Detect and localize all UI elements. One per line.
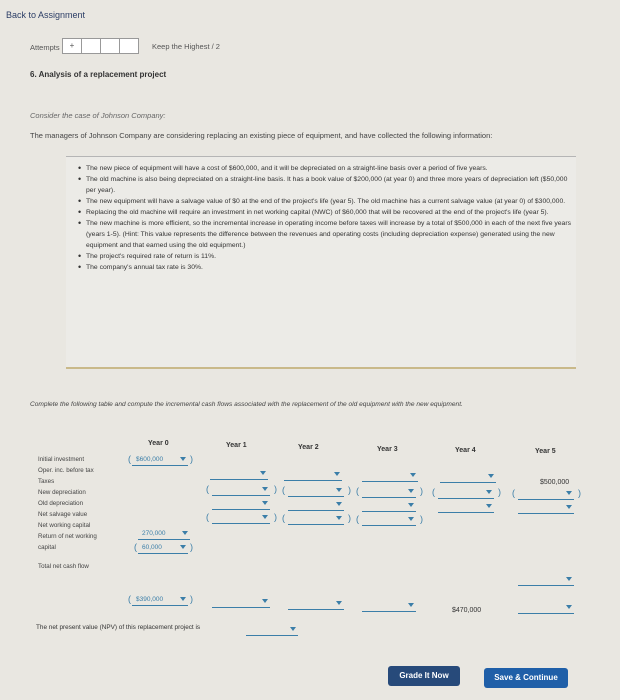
total-y2-select[interactable] (288, 600, 344, 610)
facts-box (66, 156, 576, 369)
chevron-down-icon (566, 505, 572, 509)
row-label: Oper. inc. before tax (38, 467, 94, 474)
taxes-y1-select[interactable] (212, 486, 270, 496)
net-salvage-y0-select[interactable] (138, 530, 190, 540)
taxes-y3-select[interactable] (362, 488, 416, 498)
attempt-box-3 (120, 39, 138, 53)
row-label: Net salvage value (38, 511, 88, 518)
chevron-down-icon (262, 501, 268, 505)
chevron-down-icon (410, 473, 416, 477)
case-line: Consider the case of Johnson Company: (30, 111, 166, 120)
attempt-box-1 (82, 39, 101, 53)
paren-open: ( (206, 512, 209, 522)
paren-close: ) (190, 542, 193, 552)
oper-inc-y4-select[interactable] (440, 473, 496, 483)
row-label: New depreciation (38, 489, 86, 496)
initial-investment-y0-select[interactable] (132, 456, 188, 466)
npv-select[interactable] (246, 626, 298, 636)
chevron-down-icon (336, 502, 342, 506)
npv-label: The net present value (NPV) of this replacement project is (36, 624, 201, 631)
paren-close: ) (498, 487, 501, 497)
chevron-down-icon (408, 489, 414, 493)
taxes-y5-select[interactable] (518, 490, 574, 500)
nwc-y0-value: 60,000 (142, 544, 162, 551)
fact-item: • The new machine is more efficient, so the incremental increase in operating income before taxes will increase by a total of $500,000 in each of the next five years (years 1-5). (Hint: This value represents the difference between the revenues and operating costs (including depreciation expense) generated using the new equipment and that earned using the old equipment.) (78, 218, 576, 251)
row-label: Return of net working (38, 533, 97, 540)
chevron-down-icon (566, 577, 572, 581)
paren-close: ) (190, 594, 193, 604)
paren-close: ) (274, 484, 277, 494)
oper-inc-y3-select[interactable] (362, 472, 418, 482)
row-label: Taxes (38, 478, 55, 485)
row-label: Total net cash flow (38, 563, 89, 570)
paren-close: ) (420, 514, 423, 524)
chevron-down-icon (180, 545, 186, 549)
net-salvage-y0-value: 270,000 (142, 530, 166, 537)
chevron-down-icon (566, 605, 572, 609)
old-dep-y3-select[interactable] (362, 516, 416, 526)
chevron-down-icon (486, 504, 492, 508)
chevron-down-icon (566, 491, 572, 495)
attempt-box-2 (101, 39, 120, 53)
chevron-down-icon (260, 471, 266, 475)
paren-close: ) (190, 454, 193, 464)
fact-item: • The old machine is also being depreciated on a straight-line basis. It has a book value of $200,000 (at year 0) and three more years of depreciation left ($50,000 per year). (78, 174, 576, 196)
problem-title: 6. Analysis of a replacement project (30, 70, 167, 79)
paren-close: ) (348, 513, 351, 523)
chevron-down-icon (262, 599, 268, 603)
col-year-2: Year 2 (298, 444, 319, 451)
chevron-down-icon (180, 597, 186, 601)
col-year-5: Year 5 (535, 448, 556, 455)
chevron-down-icon (180, 457, 186, 461)
nwc-y0-select[interactable] (138, 544, 188, 554)
keep-highest-label: Keep the Highest / 2 (152, 42, 220, 51)
oper-inc-y2-select[interactable] (284, 471, 342, 481)
row-labels (38, 454, 138, 572)
row-label: capital (38, 544, 56, 551)
save-and-continue-button[interactable]: Save & Continue (484, 668, 568, 688)
context-text: The managers of Johnson Company are considering replacing an existing piece of equipment, and have collected the following information: (30, 131, 493, 140)
paren-open: ( (206, 484, 209, 494)
chevron-down-icon (262, 515, 268, 519)
paren-close: ) (274, 512, 277, 522)
new-dep-y3-select[interactable] (362, 502, 416, 512)
chevron-down-icon (262, 487, 268, 491)
initial-investment-y0-value: $600,000 (136, 456, 164, 463)
col-year-1: Year 1 (226, 442, 247, 449)
chevron-down-icon (408, 517, 414, 521)
chevron-down-icon (336, 488, 342, 492)
paren-open: ( (356, 486, 359, 496)
total-y3-select[interactable] (362, 602, 416, 612)
paren-open: ( (134, 542, 137, 552)
total-y5-select[interactable] (518, 604, 574, 614)
chevron-down-icon (488, 474, 494, 478)
total-y0-value: $390,000 (136, 596, 164, 603)
paren-open: ( (128, 454, 131, 464)
paren-close: ) (420, 486, 423, 496)
row-label: Initial investment (38, 456, 85, 463)
paren-open: ( (512, 488, 515, 498)
return-nwc-y5-select[interactable] (518, 576, 574, 586)
paren-open: ( (356, 514, 359, 524)
attempts-indicator (62, 38, 139, 54)
chevron-down-icon (334, 472, 340, 476)
chevron-down-icon (290, 627, 296, 631)
new-dep-y4-select[interactable] (438, 503, 494, 513)
fact-item: • The company's annual tax rate is 30%. (78, 262, 576, 273)
paren-close: ) (348, 485, 351, 495)
oper-inc-y1-select[interactable] (210, 470, 268, 480)
paren-open: ( (432, 487, 435, 497)
paren-open: ( (282, 513, 285, 523)
chevron-down-icon (486, 490, 492, 494)
paren-close: ) (578, 488, 581, 498)
fact-item: • Replacing the old machine will require an investment in net working capital (NWC) of $60,000 that will be recovered at the end of the project's life (year 5). (78, 207, 576, 218)
col-year-3: Year 3 (377, 446, 398, 453)
paren-open: ( (128, 594, 131, 604)
attempts-label: Attempts (30, 43, 60, 52)
fact-item: • The new equipment will have a salvage value of $0 at the end of the project's life (year 5). The old machine has a current salvage value (at year 0) of $300,000. (78, 196, 576, 207)
old-dep-y2-select[interactable] (288, 515, 344, 525)
col-year-4: Year 4 (455, 447, 476, 454)
new-dep-y2-select[interactable] (288, 501, 344, 511)
chevron-down-icon (336, 601, 342, 605)
old-dep-y1-select[interactable] (212, 514, 270, 524)
total-y0-select[interactable] (132, 596, 188, 606)
grade-it-now-button[interactable]: Grade It Now (388, 666, 460, 686)
fact-item: • The new piece of equipment will have a cost of $600,000, and it will be depreciated on a straight-line basis over a period of five years. (78, 163, 576, 174)
chevron-down-icon (408, 603, 414, 607)
taxes-y2-select[interactable] (288, 487, 344, 497)
plus-icon[interactable]: + (63, 39, 82, 53)
fact-item: • The project's required rate of return is 11%. (78, 251, 576, 262)
back-to-assignment-link[interactable]: Back to Assignment (6, 10, 86, 20)
new-dep-y1-select[interactable] (212, 500, 270, 510)
new-dep-y5-select[interactable] (518, 504, 574, 514)
facts-list (66, 163, 576, 273)
chevron-down-icon (336, 516, 342, 520)
instructions-text: Complete the following table and compute the incremental cash flows associated with the replacement of the old equipment with the new equipment. (30, 401, 463, 408)
paren-open: ( (282, 485, 285, 495)
row-label: Net working capital (38, 522, 91, 529)
oper-inc-y5-value: $500,000 (540, 479, 570, 486)
col-year-0: Year 0 (148, 440, 169, 447)
total-y4-value: $470,000 (452, 607, 482, 614)
taxes-y4-select[interactable] (438, 489, 494, 499)
chevron-down-icon (182, 531, 188, 535)
chevron-down-icon (408, 503, 414, 507)
row-label: Old depreciation (38, 500, 84, 507)
total-y1-select[interactable] (212, 598, 270, 608)
